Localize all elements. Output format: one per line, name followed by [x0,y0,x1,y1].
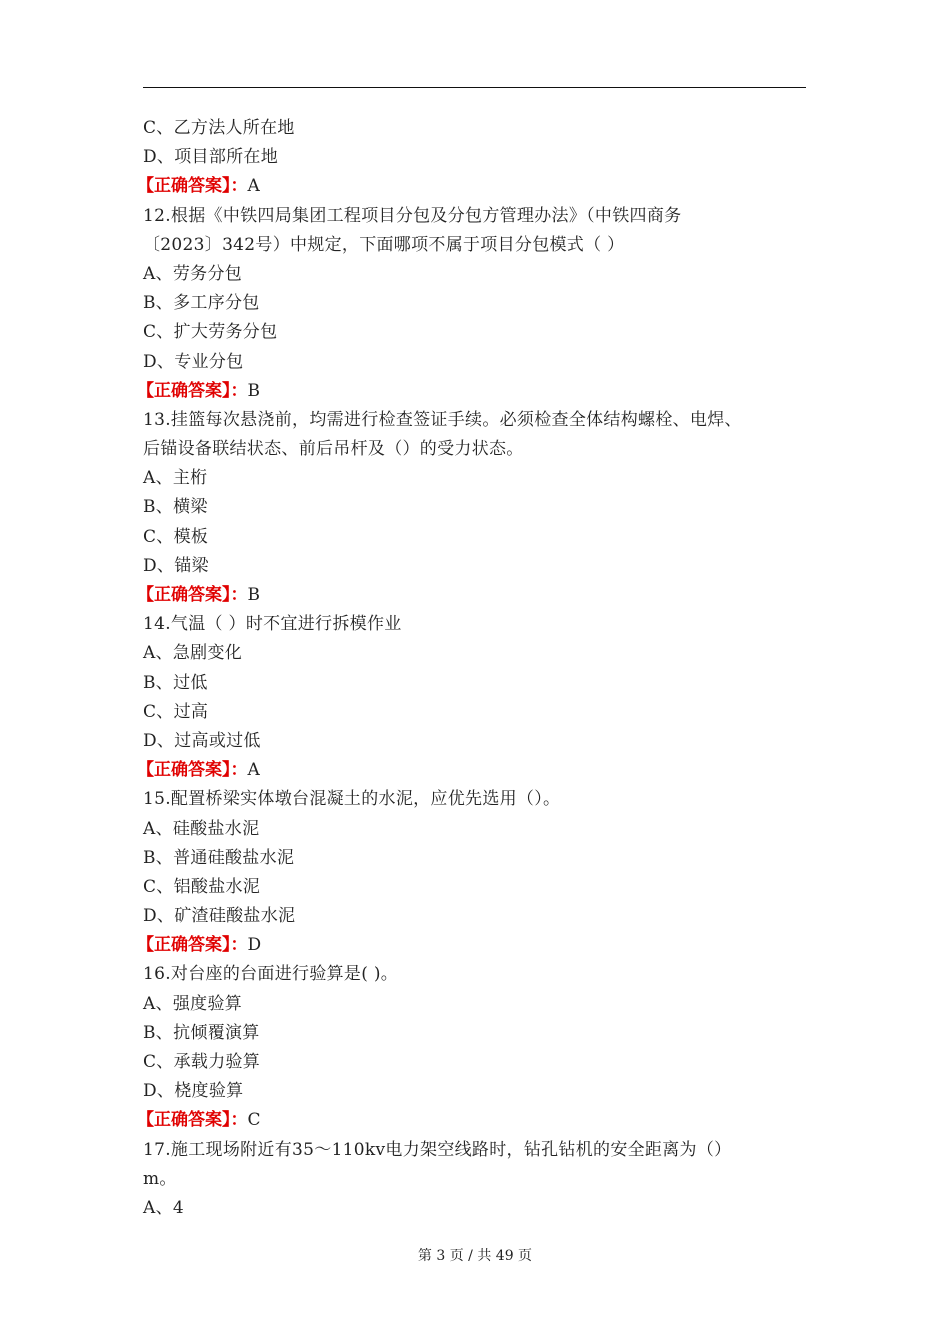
answer-label: 【正确答案】： [137,1110,248,1131]
option-text: D、锚梁 [143,555,209,576]
option-text: A、硅酸盐水泥 [143,818,260,839]
option-text: C、乙方法人所在地 [143,118,295,138]
answer-label: 【正确答案】： [137,585,248,605]
option-text: D、矿渣硅酸盐水泥 [143,906,296,927]
option-text: A、主桁 [143,468,208,489]
question-text: 13.挂篮每次悬浇前，均需进行检查签证手续。必须检查全体结构螺栓、电焊、 [143,409,742,430]
answer-value: A [247,176,260,197]
answer-value: B [247,585,260,605]
question-text: 16.对台座的台面进行验算是( )。 [143,964,399,985]
question-text: 〔2023〕342号）中规定，下面哪项不属于项目分包模式（ ） [143,234,625,255]
header-rule [143,87,806,88]
question-text: 后锚设备联结状态、前后吊杆及（）的受力状态。 [143,439,524,460]
answer-line [137,756,806,785]
option-text: A、强度验算 [143,993,243,1014]
answer-value: D [247,935,262,956]
answer-value: C [247,1110,261,1131]
answer-line [137,377,806,406]
question-text: m。 [143,1168,177,1189]
option-text: B、多工序分包 [143,293,260,314]
answer-label: 【正确答案】： [137,176,248,197]
answer-line [137,1106,806,1135]
answer-label: 【正确答案】： [137,935,248,956]
option-text: C、过高 [143,701,209,722]
answer-value: A [247,760,260,781]
question-text: 14.气温（ ）时不宜进行拆模作业 [143,614,402,635]
answer-label: 【正确答案】： [137,760,248,781]
option-text: A、急剧变化 [143,643,243,664]
option-text: C、扩大劳务分包 [143,322,278,343]
option-text: D、项目部所在地 [143,147,279,168]
option-text: B、抗倾覆演算 [143,1022,260,1043]
question-text: 17.施工现场附近有35～110kv电力架空线路时，钻孔钻机的安全距离为（） [143,1139,732,1160]
page-footer: 第 3 页 / 共 49 页 [417,1248,533,1264]
question-text: 12.根据《中铁四局集团工程项目分包及分包方管理办法》（中铁四商务 [143,205,682,226]
question-text: 15.配置桥梁实体墩台混凝土的水泥，应优先选用（）。 [143,789,561,810]
option-text: B、横梁 [143,497,208,518]
option-text: C、模板 [143,526,209,547]
option-text: B、普通硅酸盐水泥 [143,847,295,868]
option-text: C、铝酸盐水泥 [143,876,261,897]
answer-line [137,581,806,610]
document-body [137,114,806,1223]
option-text: D、桡度验算 [143,1081,244,1102]
option-text: D、过高或过低 [143,730,261,751]
answer-line [137,931,806,960]
answer-value: B [247,380,260,401]
option-text: B、过低 [143,672,208,693]
option-text: C、承载力验算 [143,1052,261,1072]
option-text: A、劳务分包 [143,263,243,284]
option-text: A、4 [143,1197,184,1218]
answer-label: 【正确答案】： [137,380,248,401]
option-text: D、专业分包 [143,351,244,372]
answer-line [137,172,806,201]
